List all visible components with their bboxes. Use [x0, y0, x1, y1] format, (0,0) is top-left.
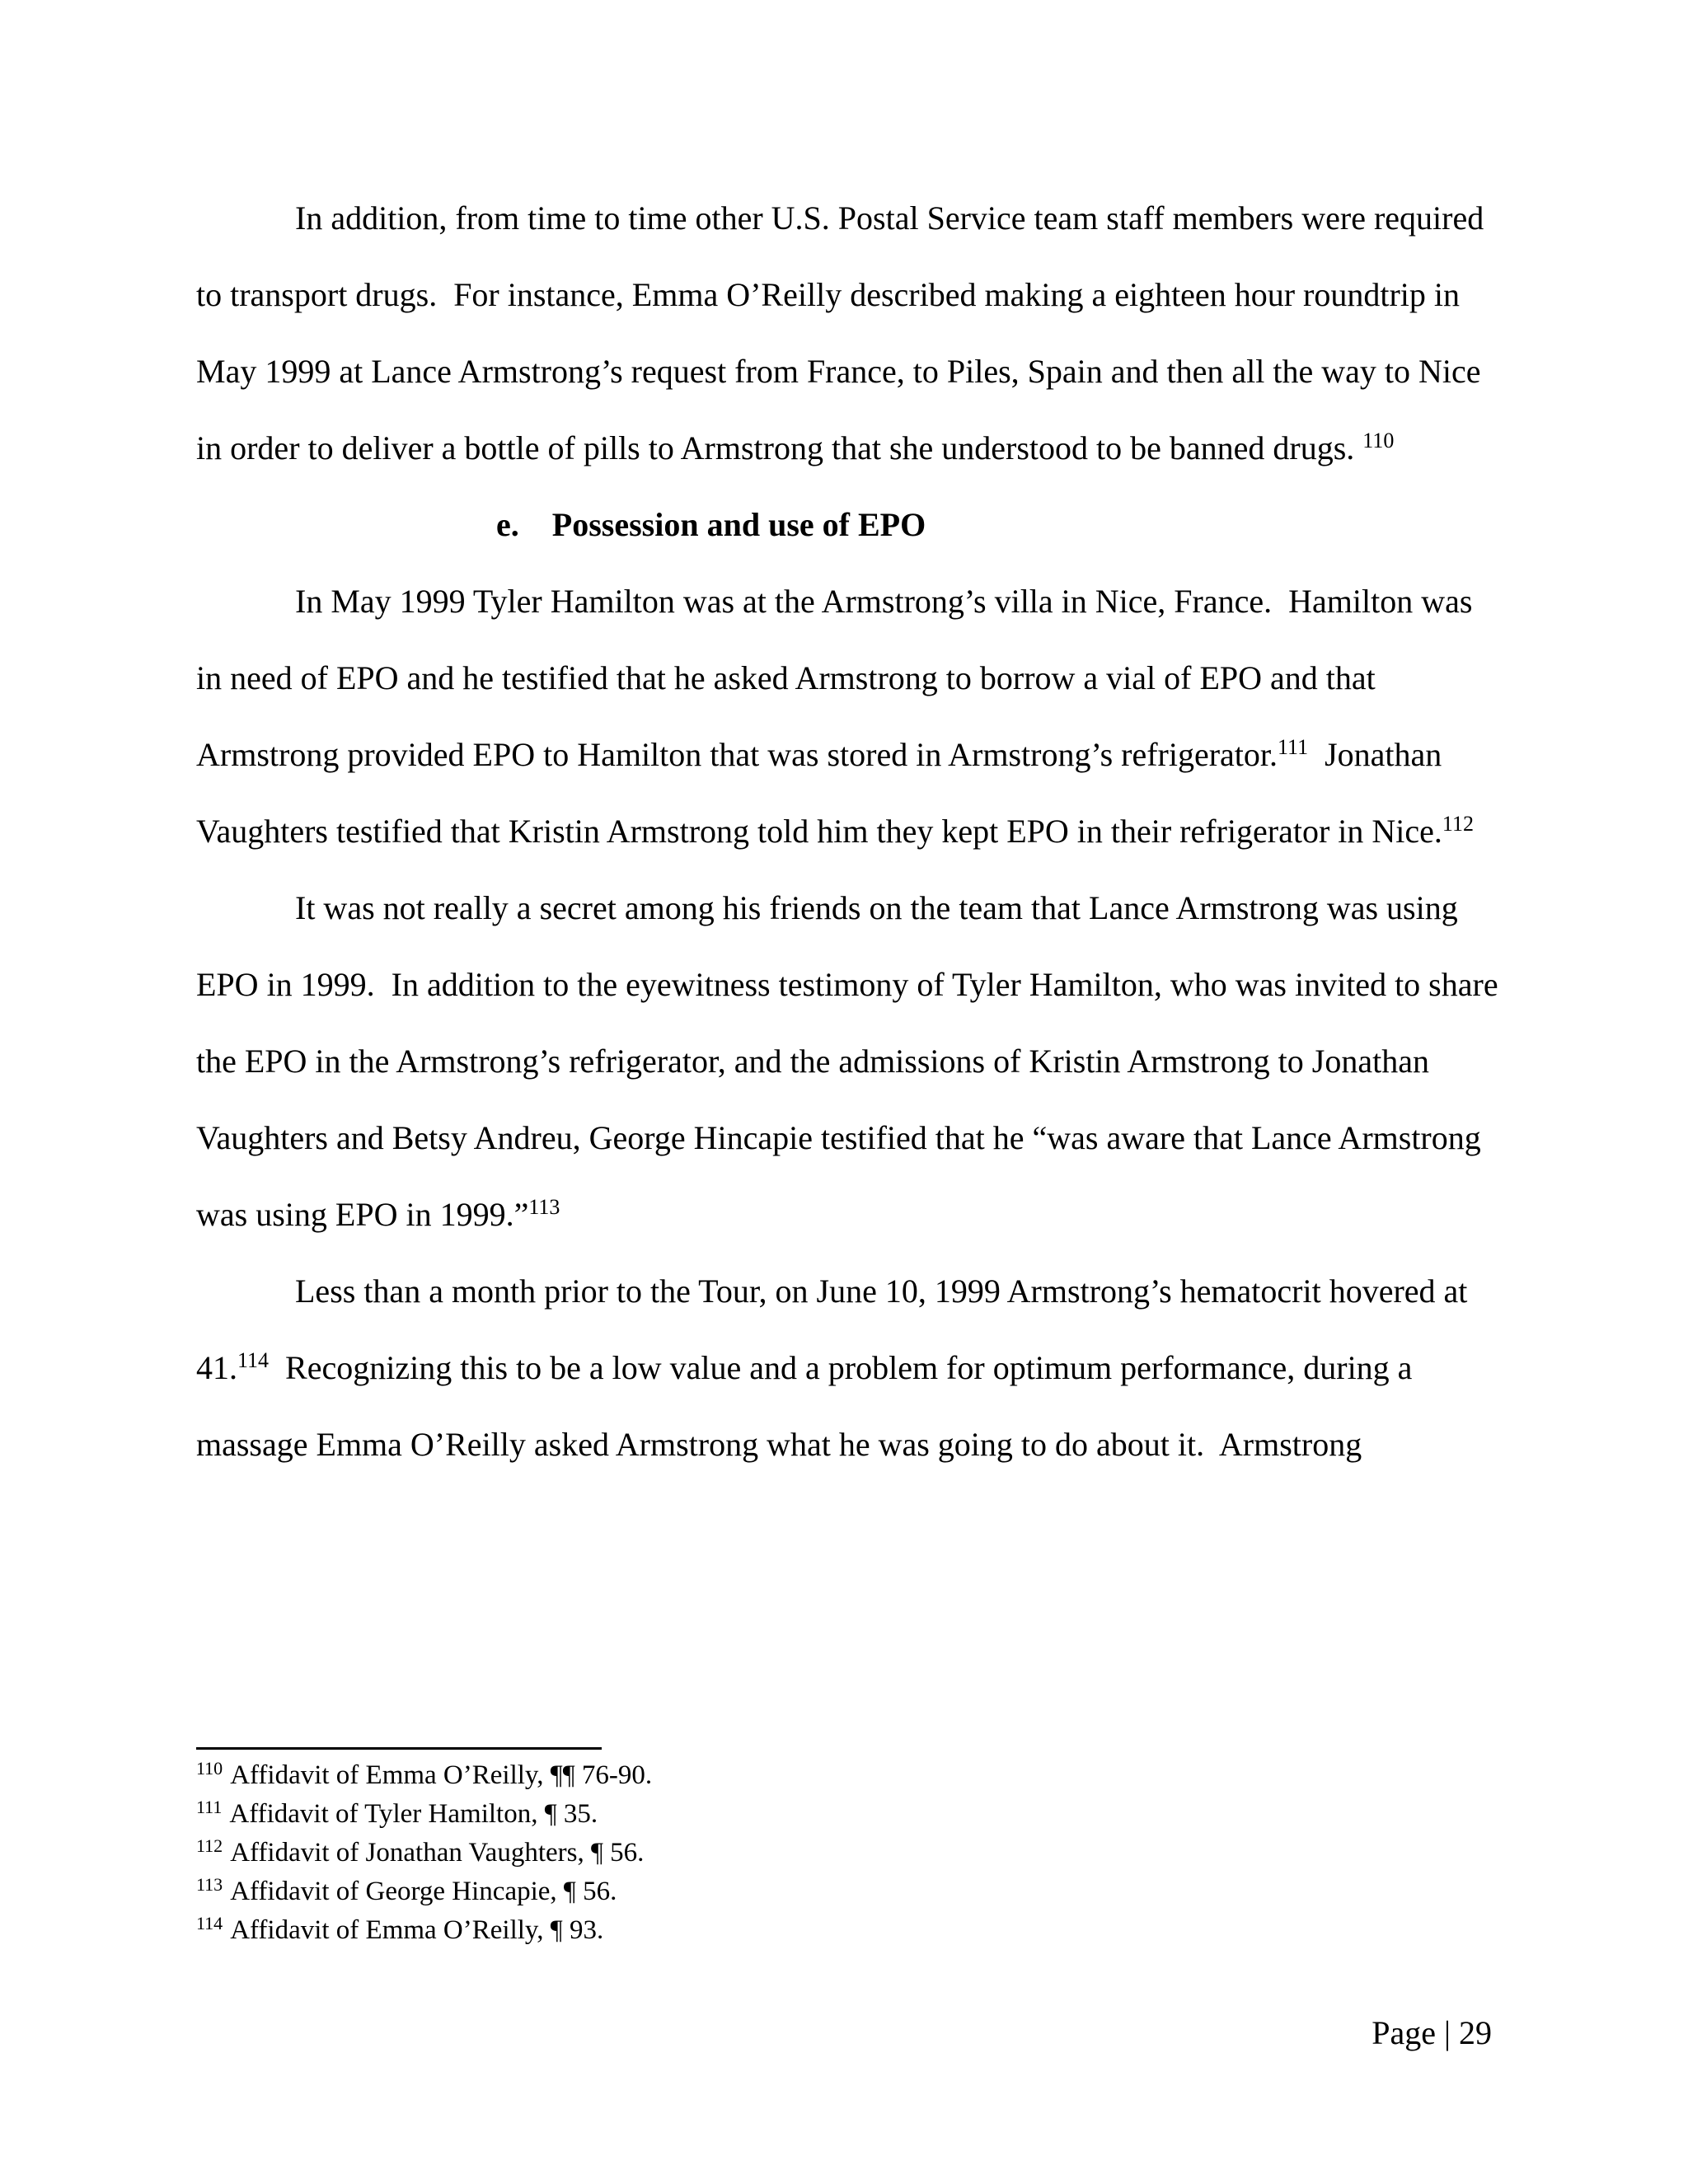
paragraph-text: It was not really a secret among his friends on the team that Lance Armstrong was using EPO in 1999. In addition to the eyewitness testimony of Tyler Hamilton, who was invited to share the EPO in the Armstrong’s refrigerator, and the admissions of Kristin Armstrong to Jonathan Vaughters and Betsy Andreu, George Hincapie testified that he “was aware that Lance Armstrong was using EPO in 1999.”: [196, 889, 1507, 1233]
paragraph-hamilton-villa: [196, 563, 1498, 869]
section-heading: [196, 486, 1498, 563]
paragraph-text: In addition, from time to time other U.S. Postal Service team staff members were required to transport drugs. For instance, Emma O’Reilly described making a eighteen hour roundtrip in May 1999 at Lance Armstrong’s request from France, to Piles, Spain and then all the way to Nice in order to deliver a bottle of pills to Armstrong that she understood to be banned drugs.: [196, 199, 1493, 466]
footnote-114: [196, 1911, 1498, 1950]
section-heading-number: e.: [496, 506, 519, 543]
page-number: Page | 29: [1372, 2014, 1492, 2051]
footnote-number: 114: [196, 1913, 223, 1933]
footnote-111: [196, 1795, 1498, 1834]
paragraph-not-a-secret: [196, 869, 1507, 1253]
footnote-ref-110: 110: [1362, 428, 1395, 452]
footnote-113: [196, 1872, 1498, 1911]
footnotes-section: [196, 1747, 1498, 1950]
document-body: [196, 180, 1507, 1483]
footnote-number: 113: [196, 1874, 223, 1895]
paragraph-hematocrit: [196, 1253, 1498, 1483]
section-heading-title: Possession and use of EPO: [551, 506, 926, 543]
footnote-number: 110: [196, 1758, 223, 1779]
footnote-text: Affidavit of George Hincapie, ¶ 56.: [230, 1877, 617, 1906]
paragraph-text: Less than a month prior to the Tour, on June 10, 1999 Armstrong’s hematocrit hovered at 41.: [196, 1272, 1476, 1386]
footnote-ref-112: 112: [1442, 811, 1474, 836]
paragraph-text: Recognizing this to be a low value and a problem for optimum performance, during a massage Emma O’Reilly asked Armstrong what he was going to do about it. Armstrong: [196, 1349, 1421, 1463]
footnote-text: Affidavit of Emma O’Reilly, ¶¶ 76-90.: [230, 1760, 653, 1790]
footnote-number: 111: [196, 1797, 223, 1817]
footnote-text: Affidavit of Emma O’Reilly, ¶ 93.: [230, 1915, 604, 1945]
paragraph-text: Jonathan Vaughters testified that Kristin Armstrong told him they kept EPO in their refrigerator in Nice.: [196, 736, 1450, 850]
footnote-ref-111: 111: [1278, 734, 1309, 759]
footnote-110: [196, 1756, 1498, 1795]
footnote-ref-114: 114: [237, 1347, 270, 1372]
paragraph-text: In May 1999 Tyler Hamilton was at the Armstrong’s villa in Nice, France. Hamilton was in need of EPO and he testified that he asked Armstrong to borrow a vial of EPO and that Armstrong provided EPO to Hamilton that was stored in Armstrong’s refrigerator.: [196, 583, 1481, 773]
footnote-112: [196, 1834, 1498, 1872]
paragraph-transport-drugs: [196, 180, 1498, 486]
footnote-separator-line: [196, 1747, 602, 1750]
footnote-ref-113: 113: [528, 1194, 560, 1219]
footnote-number: 112: [196, 1835, 223, 1856]
footnote-text: Affidavit of Jonathan Vaughters, ¶ 56.: [230, 1838, 645, 1868]
footnote-text: Affidavit of Tyler Hamilton, ¶ 35.: [229, 1799, 598, 1829]
